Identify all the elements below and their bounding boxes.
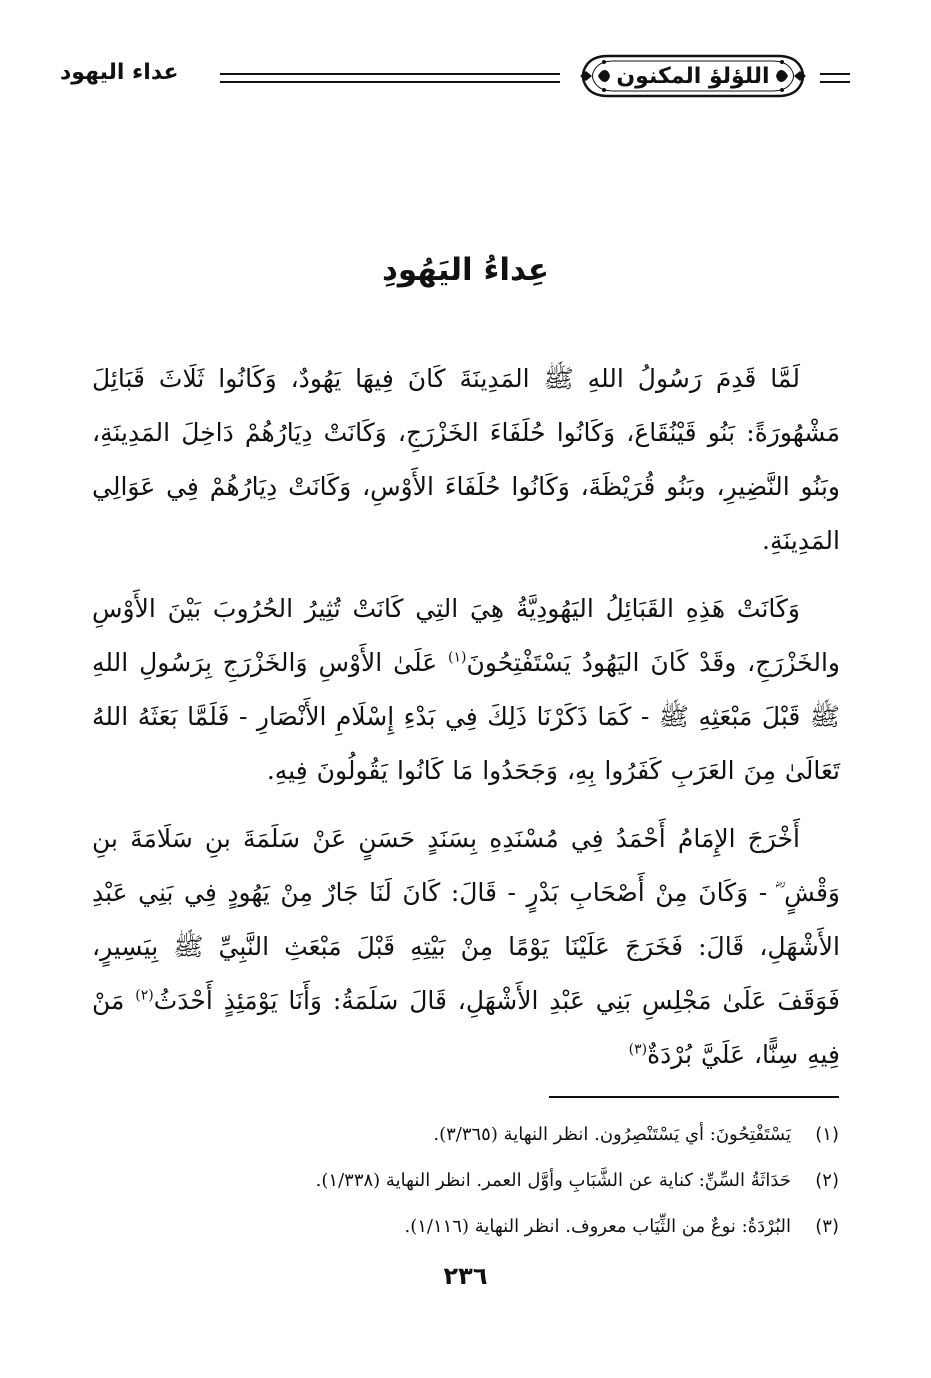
footnote-text: حَدَاثَةُ السِّنِّ: كناية عن الشَّبَابِ وأوَّل العمر. انظر النهاية (١/٣٣٨).	[315, 1170, 791, 1191]
page-title: عِداءُ اليَهُودِ	[381, 252, 550, 288]
footnote-number: (٢)	[815, 1170, 839, 1191]
footnote-item	[91, 1158, 839, 1204]
running-header	[60, 40, 850, 120]
footnote-item	[91, 1112, 839, 1158]
footnote-separator	[549, 1096, 839, 1098]
paragraph-3	[92, 812, 840, 1082]
paragraph-3-text-b: مَنْ فِيهِ سِنًّا، عَلَيَّ بُرْدَةٌ	[92, 986, 840, 1069]
page-number: ٢٣٦	[443, 1262, 488, 1290]
paragraph-3-text-a: أَخْرَجَ الإِمَامُ أَحْمَدُ فِي مُسْنَدِهِ بِسَنَدٍ حَسَنٍ عَنْ سَلَمَةَ بنِ سَلَامَةَ بنِ وَقْشٍ ؓ - وَكَانَ مِنْ أَصْحَابِ بَدْرٍ - قَالَ: كَانَ لَنَا جَارٌ مِنْ يَهُودٍ فِي بَنِي عَبْدِ الأَشْهَلِ، قَالَ: فَخَرَجَ عَلَيْنَا يَوْمًا مِنْ بَيْتِهِ قَبْلَ مَبْعَثِ النَّبِيِّ ﷺ بِيَسِيرٍ، فَوَقَفَ عَلَىٰ مَجْلِسِ بَنِي عَبْدِ الأَشْهَلِ، قَالَ سَلَمَةُ: وَأَنَا يَوْمَئِذٍ أَحْدَثُ	[92, 824, 840, 1015]
paragraph-1: لَمَّا قَدِمَ رَسُولُ اللهِ ﷺ المَدِينَةَ كَانَ فِيهَا يَهُودٌ، وَكَانُوا ثَلَاثَ قَبَائِلَ مَشْهُورَةً: بَنُو قَيْنُقَاعَ، وَكَانُوا حُلَفَاءَ الخَزْرَجِ، وَكَانَتْ دِيَارُهُمْ دَاخِلَ المَدِينَةِ، وبَنُو النَّضِيرِ، وبَنُو قُرَيْظَةَ، وَكَانُوا حُلَفَاءَ الأَوْسِ، وَكَانَتْ دِيَارُهُمْ فِي عَوَالِي المَدِينَةِ.	[92, 364, 840, 555]
footnote-ref-2[interactable]: (٢)	[135, 987, 154, 1004]
footnote-number: (١)	[815, 1124, 839, 1145]
paragraph-2-text-b: عَلَىٰ الأَوْسِ وَالخَزْرَجِ بِرَسُولِ اللهِ ﷺ قَبْلَ مَبْعَثِهِ ﷺ - كَمَا ذَكَرْنَا ذَلِكَ فِي بَدْءِ إِسْلَامِ الأَنْصَارِ - فَلَمَّا بَعَثَهُ اللهُ تَعَالَىٰ مِنَ العَرَبِ كَفَرُوا بِهِ، وَجَحَدُوا مَا كَانُوا يَقُولُونَ فِيهِ.	[92, 648, 840, 785]
header-book-cartouche	[578, 50, 808, 102]
footnote-text: البُرْدَةُ: نوعٌ من الثِّيَاب معروف. انظر النهاية (١/١١٦).	[404, 1216, 791, 1237]
paragraph-2	[92, 582, 840, 798]
footnote-ref-1[interactable]: (١)	[448, 649, 467, 666]
footnote-text: يَسْتَفْتِحُونَ: أي يَسْتَنْصِرُون. انظر النهاية (٣/٣٦٥).	[433, 1124, 791, 1145]
header-rule	[220, 73, 560, 83]
footnote-item	[91, 1204, 839, 1250]
header-book-title: اللؤلؤ المكنون	[616, 63, 770, 89]
paragraph-2-text-a: وَكَانَتْ هَذِهِ القَبَائِلُ اليَهُودِيَّةُ هِيَ التِي كَانَتْ تُثِيرُ الحُرُوبَ بَيْنَ الأَوْسِ والخَزْرَجِ، وقَدْ كَانَ اليَهُودُ يَسْتَفْتِحُونَ	[92, 594, 841, 677]
body-text	[92, 352, 840, 1082]
header-chapter-title: عداء اليهود	[60, 60, 179, 85]
footnotes-list	[91, 1112, 839, 1250]
footnote-ref-3[interactable]: (٣)	[628, 1041, 648, 1058]
header-ornament-dash	[820, 73, 850, 83]
footnote-number: (٣)	[815, 1216, 839, 1237]
